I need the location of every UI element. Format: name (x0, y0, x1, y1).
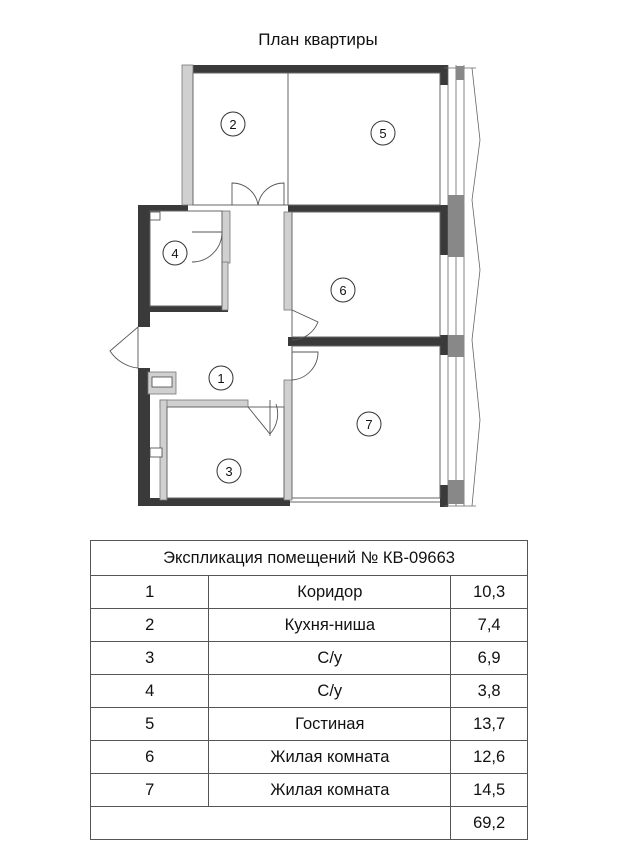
wall-corridor-room7 (284, 380, 292, 500)
room-name-cell: Коридор (209, 576, 451, 609)
room-name-cell: Гостиная (209, 708, 451, 741)
room-area-cell: 14,5 (451, 774, 528, 807)
explication-total-row (91, 807, 528, 840)
room-name-cell: Кухня-ниша (209, 609, 451, 642)
svg-text:5: 5 (379, 126, 387, 141)
wall-wc4-bottom (148, 306, 228, 312)
room-number-cell: 3 (91, 642, 209, 675)
room-outlines (150, 73, 440, 502)
wall-room6-room7 (288, 337, 444, 346)
plan-title: План квартиры (258, 30, 378, 49)
svg-text:2: 2 (229, 117, 237, 132)
wall-room5-room6 (288, 205, 444, 212)
explication-row (91, 609, 528, 642)
explication-row (91, 576, 528, 609)
wall-right-mid (440, 205, 448, 255)
room-area-cell: 13,7 (451, 708, 528, 741)
wall-wc4-right-top (222, 211, 230, 263)
room-label-3 (217, 459, 241, 483)
room-label-4 (163, 241, 187, 265)
explication-table (90, 540, 528, 840)
wall-kitchen-left (182, 65, 193, 205)
facade-glazing (444, 65, 480, 506)
explication-row (91, 708, 528, 741)
room-label-5 (371, 121, 395, 145)
room-number-cell: 6 (91, 741, 209, 774)
room-label-1 (209, 366, 233, 390)
room-number-cell: 7 (91, 774, 209, 807)
room-area-cell: 10,3 (451, 576, 528, 609)
explication-header-row (91, 541, 528, 576)
svg-text:7: 7 (365, 417, 373, 432)
room-number-cell: 1 (91, 576, 209, 609)
room-labels (163, 112, 395, 483)
wall-corridor-room6 (284, 212, 292, 310)
explication-row (91, 774, 528, 807)
wall-wc3-top (160, 400, 248, 407)
room-area-cell: 12,6 (451, 741, 528, 774)
explication-row (91, 675, 528, 708)
explication-row (91, 741, 528, 774)
svg-text:1: 1 (217, 371, 225, 386)
room-name-cell: С/у (209, 642, 451, 675)
room-label-2 (221, 112, 245, 136)
room-name-cell: Жилая комната (209, 741, 451, 774)
svg-text:6: 6 (339, 283, 347, 298)
room-area-cell: 7,4 (451, 609, 528, 642)
room-area-cell: 3,8 (451, 675, 528, 708)
room-name-cell: С/у (209, 675, 451, 708)
room-name-cell: Жилая комната (209, 774, 451, 807)
svg-text:3: 3 (225, 464, 233, 479)
room-number-cell: 5 (91, 708, 209, 741)
wall-top (184, 65, 444, 73)
room-area-cell: 6,9 (451, 642, 528, 675)
total-blank-cell (91, 807, 451, 840)
wall-right-bottom (440, 485, 448, 507)
wall-wc4-right (222, 262, 228, 310)
total-area-cell: 69,2 (451, 807, 528, 840)
room-label-7 (357, 412, 381, 436)
svg-text:4: 4 (171, 246, 179, 261)
wall-wc4-top (148, 205, 188, 211)
explication-row (91, 642, 528, 675)
room-label-6 (331, 278, 355, 302)
explication-heading: Экспликация помещений № КВ-09663 (91, 541, 528, 576)
room-number-cell: 4 (91, 675, 209, 708)
room-number-cell: 2 (91, 609, 209, 642)
